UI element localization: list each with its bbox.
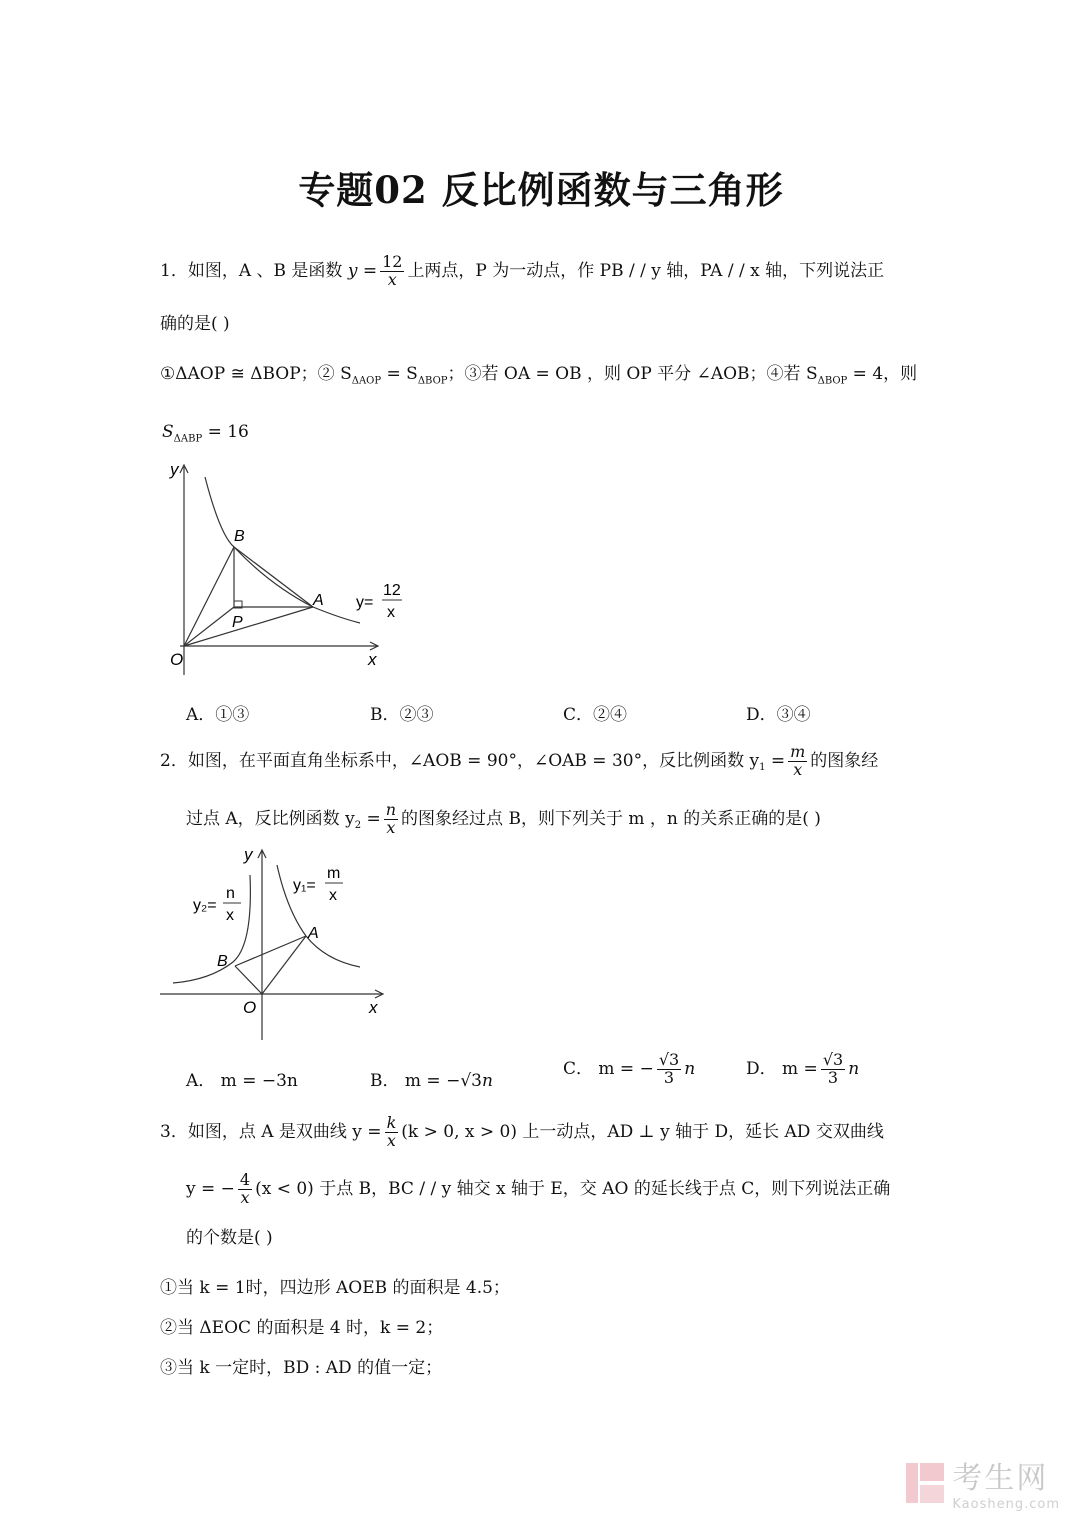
q1-func: y = — [347, 260, 378, 281]
q2-fraction-n: $\frac{n}{x}$ — [385, 800, 397, 837]
q2-figure — [155, 840, 390, 1045]
q2-line2: 过点 A，反比例函数 $y_2$ = $\frac{n}{x}$ 的图象经过点 B，则下列关于 m ，n 的关系正确的是( ) — [186, 800, 821, 837]
q1-curve-label: y= — [356, 594, 374, 611]
q1-line-OA — [184, 607, 313, 646]
q1-label-o: O — [170, 650, 184, 669]
q1-label-y: y — [170, 460, 179, 479]
q1-line-AB — [234, 547, 313, 607]
q2-curve-m: m — [327, 865, 341, 882]
q1-hyperbola — [205, 477, 360, 623]
q3-fraction-4: $\frac{4}{x}$ — [239, 1170, 251, 1207]
q2-curve-label-y2: y₂= — [193, 897, 217, 914]
q1-figure — [150, 455, 420, 680]
q1-fraction: $\frac{12}{x}$ — [382, 252, 403, 289]
q3-line2: y = − $\frac{4}{x}$ (x < 0) 于点 B，BC / / y 轴交 x 轴于 E，交 AO 的延长线于点 C，则下列说法正确 — [186, 1170, 891, 1207]
q2-label-x: x — [369, 998, 378, 1017]
q2-curve-label-y1: y₁= — [293, 877, 316, 894]
q1-label-p: P — [232, 614, 243, 631]
q1-line2: 确的是( ) — [160, 314, 230, 334]
q3-fraction-k: $\frac{k}{x}$ — [386, 1113, 397, 1150]
q1-option-d[interactable]: D．③④ — [746, 705, 811, 725]
q2-option-d[interactable]: D． m = $\frac{√3}{3}$ n — [746, 1050, 860, 1087]
q3-statement-1: ①当 k = 1时，四边形 AOEB 的面积是 4.5； — [160, 1278, 510, 1298]
q1-line-OP — [184, 607, 234, 646]
q2-hyperbola-y2 — [173, 875, 250, 983]
q1-option-b[interactable]: B．②③ — [370, 705, 434, 725]
q3-statement-3: ③当 k 一定时，BD : AD 的值一定； — [160, 1358, 443, 1378]
q1-label-a: A — [313, 592, 324, 609]
q1-line1 — [160, 254, 884, 289]
q2-label-b: B — [217, 953, 228, 970]
q1-curve-num: 12 — [383, 582, 401, 599]
q2-hyperbola-y1 — [277, 865, 360, 967]
q3-line3: 的个数是( ) — [186, 1228, 273, 1248]
page-title: 专题02 反比例函数与三角形 — [298, 168, 784, 212]
q2-line1: 2．如图，在平面直角坐标系中，∠AOB = 90°，∠OAB = 30°，反比例函数 $y_1$ = $\frac{m}{x}$ 的图象经 — [160, 742, 879, 779]
watermark — [904, 1453, 1060, 1512]
watermark-logo-icon — [904, 1459, 946, 1507]
q1-option-a[interactable]: A．①③ — [186, 705, 250, 725]
q1-text-a: A 、B 是函数 — [238, 260, 348, 281]
q1-label-b: B — [234, 528, 245, 545]
q2-label-a: A — [308, 925, 319, 942]
q2-option-a[interactable]: A． m = −3n — [186, 1071, 298, 1091]
q1-prefix: 1．如图， — [160, 260, 239, 281]
q1-option-c[interactable]: C．②④ — [563, 705, 628, 725]
q2-curve-den-1: x — [329, 887, 337, 904]
q1-line-OB — [184, 547, 234, 646]
watermark-text — [952, 1453, 1060, 1512]
q2-fraction-m: $\frac{m}{x}$ — [790, 742, 806, 779]
q3-line1: 3．如图，点 A 是双曲线 y = $\frac{k}{x}$ (k > 0, x > 0) 上一动点，AD ⊥ y 轴于 D，延长 AD 交双曲线 — [160, 1113, 884, 1150]
q2-option-b[interactable]: B． m = −√3n — [370, 1071, 493, 1091]
q2-option-c[interactable]: C． m = − $\frac{√3}{3}$ n — [563, 1050, 696, 1087]
watermark-site: Kaosheng.com — [952, 1497, 1060, 1512]
q1-line4: $S_{\Delta ABP} = 16$ — [162, 422, 249, 445]
q1-line3: ①ΔAOP ≅ ΔBOP；② $S_{\Delta AOP} = S_{\Delta BOP}$；③若 OA = OB ，则 OP 平分 ∠AOB；④若 $S_{\Delta BOP} = 4$，则 — [160, 364, 918, 387]
q3-statement-2: ②当 ΔEOC 的面积是 4 时，k = 2； — [160, 1318, 444, 1338]
q2-curve-den-2: x — [226, 907, 234, 924]
watermark-brand: 考生网 — [952, 1461, 1049, 1496]
q2-label-o: O — [243, 998, 257, 1017]
q1-curve-den: x — [387, 604, 395, 621]
q2-curve-n: n — [226, 885, 235, 902]
q2-label-y: y — [244, 845, 253, 864]
q2-line-OB — [235, 966, 262, 994]
q1-label-x: x — [368, 650, 377, 669]
q1-text-b: 上两点，P 为一动点，作 PB / / y 轴，PA / / x 轴，下列说法正 — [407, 260, 885, 281]
